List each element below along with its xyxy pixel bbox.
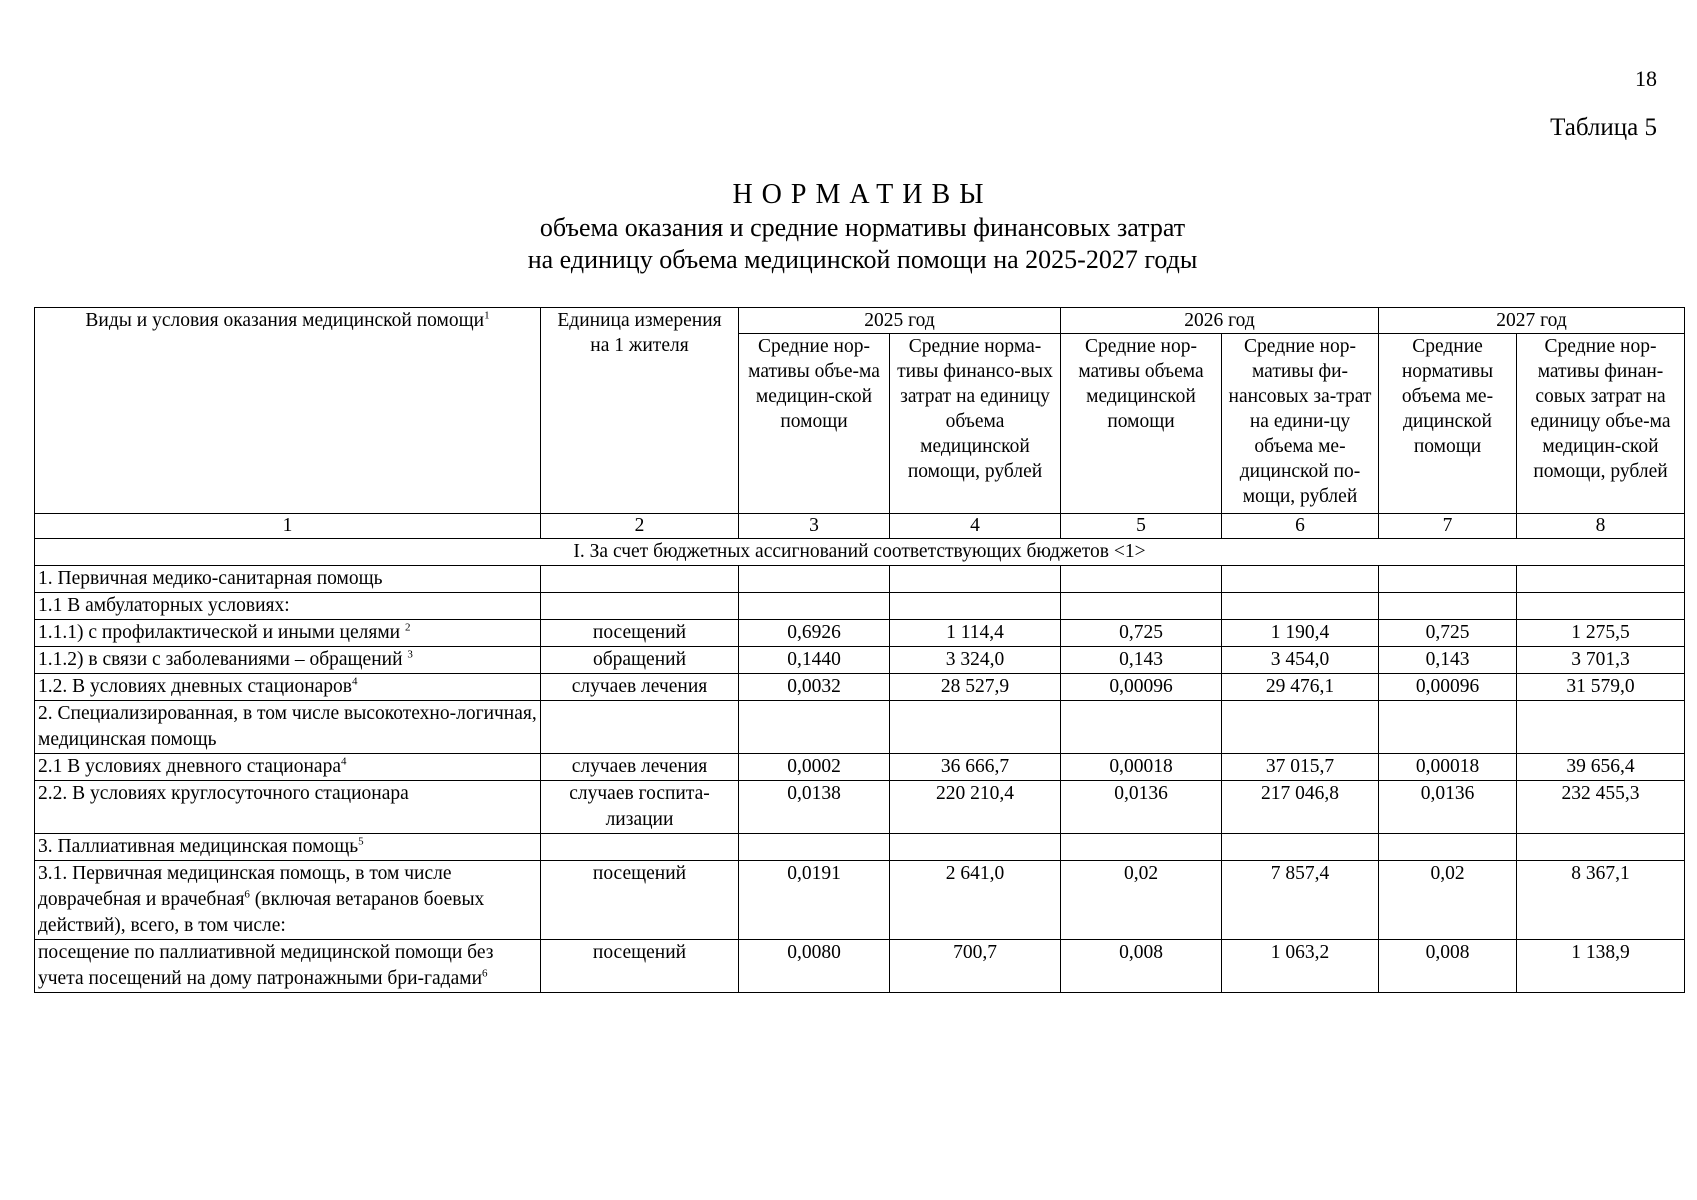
row-value: 0,00018 [1379, 754, 1517, 781]
row-value [1379, 566, 1517, 593]
row-value: 3 701,3 [1517, 647, 1685, 674]
row-name: 1.1.1) с профилактической и иными целями [38, 622, 405, 643]
table-row [35, 674, 1685, 701]
row-name-cell [35, 674, 541, 701]
row-name: 2.2. В условиях круглосуточного стационара [38, 783, 409, 804]
col-number: 3 [739, 514, 890, 539]
row-value [1061, 593, 1222, 620]
row-unit: случаев госпита-лизации [541, 781, 739, 834]
row-name: 2.1 В условиях дневного стационара [38, 756, 341, 777]
header-year-2027: 2027 год [1379, 308, 1685, 334]
row-value: 1 114,4 [890, 620, 1061, 647]
row-value: 217 046,8 [1222, 781, 1379, 834]
row-value: 1 063,2 [1222, 940, 1379, 993]
row-value: 8 367,1 [1517, 861, 1685, 940]
row-unit [541, 593, 739, 620]
header-c5: Средние нор-мативы объема медицинской помощи [1061, 334, 1222, 514]
row-value: 3 454,0 [1222, 647, 1379, 674]
row-value: 0,0002 [739, 754, 890, 781]
row-value: 0,725 [1061, 620, 1222, 647]
row-value [1061, 566, 1222, 593]
row-value: 0,008 [1061, 940, 1222, 993]
row-name-cell [35, 781, 541, 834]
header-c6: Средние нор-мативы фи-нансовых за-трат на едини-цу объема ме-дицинской по-мощи, рублей [1222, 334, 1379, 514]
table-row [35, 861, 1685, 940]
row-name: 1.1.2) в связи с заболеваниями – обращений [38, 649, 408, 670]
col-number: 1 [35, 514, 541, 539]
row-footnote: 5 [358, 835, 364, 848]
header-c3: Средние нор-мативы объе-ма медицин-ской помощи [739, 334, 890, 514]
row-name-continued: (включая ветаранов боевых действий), всего, в том числе: [38, 889, 485, 936]
row-name-cell [35, 861, 541, 940]
row-value [739, 834, 890, 861]
row-value: 2 641,0 [890, 861, 1061, 940]
row-unit: посещений [541, 940, 739, 993]
row-name-cell [35, 620, 541, 647]
row-value: 0,02 [1061, 861, 1222, 940]
header-col2: Единица измерения на 1 жителя [541, 308, 739, 514]
row-name-cell [35, 647, 541, 674]
title-line-3: на единицу объема медицинской помощи на 2025-2027 годы [527, 245, 1198, 274]
row-name-cell [35, 940, 541, 993]
row-value: 0,725 [1379, 620, 1517, 647]
table-label: Таблица 5 [1550, 114, 1657, 141]
row-footnote: 6 [244, 888, 250, 901]
row-value [739, 701, 890, 754]
norms-table [34, 307, 1685, 993]
header-c8: Средние нор-мативы финан-совых затрат на единицу объе-ма медицин-ской помощи, рублей [1517, 334, 1685, 514]
row-name-cell [35, 593, 541, 620]
row-value: 0,143 [1379, 647, 1517, 674]
col-number: 4 [890, 514, 1061, 539]
table-row [35, 566, 1685, 593]
row-value: 0,0138 [739, 781, 890, 834]
row-value: 39 656,4 [1517, 754, 1685, 781]
col-number: 7 [1379, 514, 1517, 539]
row-value [1379, 701, 1517, 754]
row-value [890, 566, 1061, 593]
row-value: 232 455,3 [1517, 781, 1685, 834]
row-unit [541, 566, 739, 593]
row-value [1517, 834, 1685, 861]
section-title: I. За счет бюджетных ассигнований соответствующих бюджетов <1> [35, 539, 1685, 566]
row-value [1061, 834, 1222, 861]
row-value: 0,00018 [1061, 754, 1222, 781]
row-value [739, 593, 890, 620]
row-value [890, 701, 1061, 754]
row-value: 0,008 [1379, 940, 1517, 993]
row-unit: посещений [541, 620, 739, 647]
row-footnote: 6 [482, 967, 488, 980]
row-footnote: 4 [340, 755, 347, 768]
document-title [0, 178, 1697, 276]
table-row [35, 754, 1685, 781]
row-unit: случаев лечения [541, 674, 739, 701]
row-value: 1 138,9 [1517, 940, 1685, 993]
row-name-cell [35, 701, 541, 754]
header-row-years [35, 308, 1685, 334]
row-value: 0,0136 [1379, 781, 1517, 834]
row-value: 37 015,7 [1222, 754, 1379, 781]
table-row [35, 834, 1685, 861]
col-number: 2 [541, 514, 739, 539]
row-value [1379, 593, 1517, 620]
col-number: 6 [1222, 514, 1379, 539]
row-unit: случаев лечения [541, 754, 739, 781]
row-value: 220 210,4 [890, 781, 1061, 834]
row-value: 0,1440 [739, 647, 890, 674]
row-name: 2. Специализированная, в том числе высокотехно-логичная, медицинская помощь [38, 703, 537, 750]
row-value: 0,0191 [739, 861, 890, 940]
col-number: 5 [1061, 514, 1222, 539]
row-footnote: 4 [352, 675, 358, 688]
row-value: 31 579,0 [1517, 674, 1685, 701]
row-value: 1 275,5 [1517, 620, 1685, 647]
row-value: 28 527,9 [890, 674, 1061, 701]
row-unit: посещений [541, 861, 739, 940]
page-number: 18 [1635, 66, 1657, 91]
column-numbers-row [35, 514, 1685, 539]
row-value [1061, 701, 1222, 754]
table-row [35, 701, 1685, 754]
table-row [35, 593, 1685, 620]
row-value: 0,143 [1061, 647, 1222, 674]
title-main: НОРМАТИВЫ [732, 179, 993, 210]
header-c7: Средние нормативы объема ме-дицинской помощи [1379, 334, 1517, 514]
table-row [35, 620, 1685, 647]
table-row [35, 781, 1685, 834]
row-footnote: 3 [407, 648, 413, 661]
header-c4: Средние норма-тивы финансо-вых затрат на единицу объема медицинской помощи, рублей [890, 334, 1061, 514]
row-value: 7 857,4 [1222, 861, 1379, 940]
header-col1-footnote: 1 [484, 309, 490, 322]
row-value [1517, 701, 1685, 754]
row-name: 1.2. В условиях дневных стационаров [38, 676, 352, 697]
row-value [1222, 834, 1379, 861]
row-value: 1 190,4 [1222, 620, 1379, 647]
row-value: 0,02 [1379, 861, 1517, 940]
table-row [35, 647, 1685, 674]
row-unit [541, 834, 739, 861]
row-unit: обращений [541, 647, 739, 674]
row-value: 0,0080 [739, 940, 890, 993]
row-name: 3. Паллиативная медицинская помощь [38, 836, 359, 857]
header-year-2026: 2026 год [1061, 308, 1379, 334]
row-unit [541, 701, 739, 754]
col-number: 8 [1517, 514, 1685, 539]
row-value [890, 834, 1061, 861]
row-name-cell [35, 834, 541, 861]
row-footnote: 2 [405, 621, 411, 634]
header-col1 [35, 308, 541, 514]
row-value: 0,6926 [739, 620, 890, 647]
row-value: 3 324,0 [890, 647, 1061, 674]
row-value [739, 566, 890, 593]
row-name-cell [35, 566, 541, 593]
header-year-2025: 2025 год [739, 308, 1061, 334]
row-name: 1.1 В амбулаторных условиях: [38, 595, 290, 616]
row-value [1517, 593, 1685, 620]
row-value: 36 666,7 [890, 754, 1061, 781]
row-name: 1. Первичная медико-санитарная помощь [38, 568, 383, 589]
row-value: 0,0136 [1061, 781, 1222, 834]
row-value: 0,00096 [1061, 674, 1222, 701]
row-value: 0,00096 [1379, 674, 1517, 701]
row-name: посещение по паллиативной медицинской помощи без учета посещений на дому патронажными бри-гадами [38, 942, 494, 989]
row-value [1222, 566, 1379, 593]
section-row [35, 539, 1685, 566]
row-name: 3.1. Первичная медицинская помощь, в том числе доврачебная и врачебная [38, 863, 452, 910]
table-row [35, 940, 1685, 993]
title-line-2: объема оказания и средние нормативы финансовых затрат [539, 213, 1186, 242]
row-name-cell [35, 754, 541, 781]
row-value [890, 593, 1061, 620]
table-body [35, 566, 1685, 993]
row-value: 0,0032 [739, 674, 890, 701]
row-value [1379, 834, 1517, 861]
row-value: 700,7 [890, 940, 1061, 993]
row-value [1517, 566, 1685, 593]
row-value [1222, 701, 1379, 754]
row-value: 29 476,1 [1222, 674, 1379, 701]
row-value [1222, 593, 1379, 620]
header-col1-label: Виды и условия оказания медицинской помощи [85, 310, 485, 331]
